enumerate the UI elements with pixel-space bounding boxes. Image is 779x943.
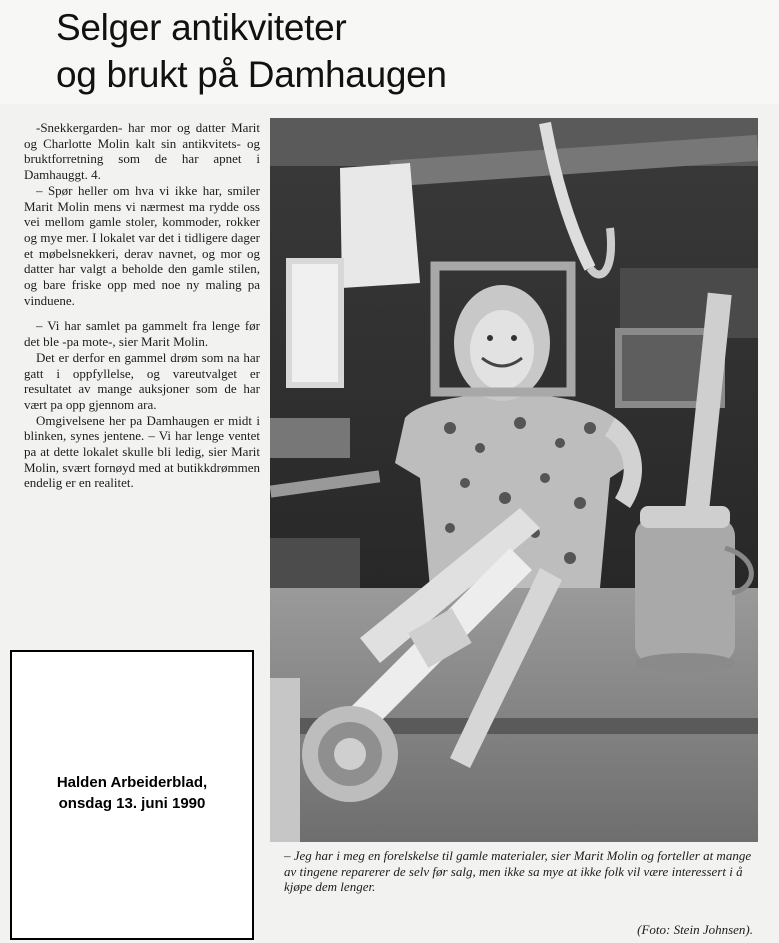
source-label xyxy=(12,772,252,814)
article-paragraph: -Snekkergarden- har mor og datter Marit og Charlotte Molin kalt sin antikvitets- og bruktforretning som de har apnet i Damhauggt. 4. xyxy=(24,120,260,183)
article-paragraph: – Vi har samlet pa gammelt fra lenge før det ble -pa mote-, sier Marit Molin. xyxy=(24,318,260,350)
article-photo xyxy=(270,118,758,842)
headline-line-1: Selger antikviteter xyxy=(56,7,347,48)
headline xyxy=(56,4,447,98)
source-date: onsdag 13. juni 1990 xyxy=(58,795,206,812)
source-newspaper: Halden Arbeiderblad, xyxy=(56,774,208,791)
photo-credit: (Foto: Stein Johnsen). xyxy=(637,922,753,937)
article-body xyxy=(24,120,260,491)
article-paragraph: Det er derfor en gammel drøm som na har gatt i oppfyllelse, og vareutvalget er resultatet av mange auksjoner som de har vært pa opp gjennom ara. xyxy=(24,349,260,412)
article-paragraph: – Spør heller om hva vi ikke har, smiler Marit Molin mens vi nærmest ma rydde oss vei mellom gamle stoler, kommoder, rokker og mye mer. I lokalet var det i tidligere dager et møbelsnekkeri, derav navnet, og mor og datter har valgt a beholde den gamle stilen, og bare friske opp med noe ny maling pa vinduene. xyxy=(24,182,260,308)
headline-line-2: og brukt på Damhaugen xyxy=(56,54,447,95)
photo-caption: – Jeg har i meg en forelskelse til gamle materialer, sier Marit Molin og forteller at mange av tingene reparerer de selv før salg, men ikke sa mye at ikke folk vil være interessert i å kjøpe dem lenger. xyxy=(284,848,752,894)
photo-illustration xyxy=(270,118,758,842)
source-label-box xyxy=(10,650,254,940)
article-paragraph: Omgivelsene her pa Damhaugen er midt i blinken, synes jentene. – Vi har lenge ventet pa at dette lokalet skulle bli ledig, sier Marit Molin, svært fornøyd med at butikkdrømmen endelig er en realitet. xyxy=(24,412,260,491)
